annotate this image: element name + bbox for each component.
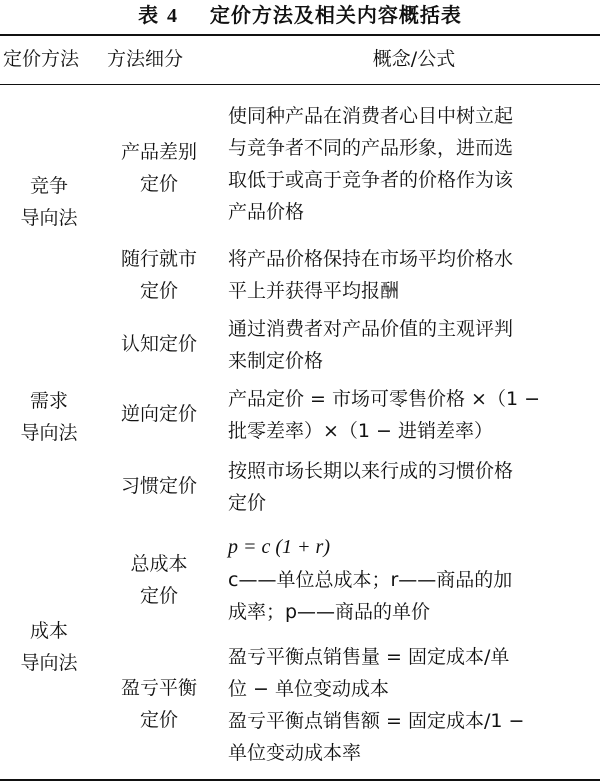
formula-total-cost: p = c (1 + r) bbox=[228, 536, 330, 558]
table-title bbox=[0, 0, 600, 34]
desc-total-cost: c——单位总成本；r——商品的加 成率；p——商品的单价 bbox=[228, 569, 513, 623]
desc-breakeven: 盈亏平衡点销售量 = 固定成本/单 位 − 单位变动成本 盈亏平衡点销售额 = 固定成本/1 − 单位变动成本率 bbox=[228, 646, 525, 764]
sub-habit: 习惯定价 bbox=[120, 475, 197, 497]
category-cost: 成本 导向法 bbox=[20, 620, 78, 674]
category-competition: 竞争 导向法 bbox=[20, 175, 78, 229]
desc-perceived: 通过消费者对产品价值的主观评判 来制定价格 bbox=[228, 318, 514, 372]
table-title-prefix: 表 bbox=[138, 3, 160, 27]
desc-market-follow: 将产品价格保持在市场平均价格水 平上并获得平均报酬 bbox=[228, 248, 514, 302]
sub-reverse: 逆向定价 bbox=[120, 403, 197, 425]
header-concept: 概念/公式 bbox=[372, 48, 456, 70]
sub-perceived: 认知定价 bbox=[120, 333, 197, 355]
desc-habit: 按照市场长期以来行成的习惯价格 定价 bbox=[228, 460, 514, 514]
header-rule bbox=[0, 84, 600, 85]
category-demand: 需求 导向法 bbox=[20, 390, 78, 444]
sub-breakeven: 盈亏平衡 定价 bbox=[120, 677, 197, 731]
sub-product-diff: 产品差别 定价 bbox=[120, 141, 197, 195]
bottom-rule bbox=[0, 779, 600, 781]
sub-market-follow: 随行就市 定价 bbox=[120, 248, 197, 302]
sub-total-cost: 总成本 定价 bbox=[130, 553, 188, 607]
table-number: 4 bbox=[167, 5, 179, 27]
desc-reverse: 产品定价 = 市场可零售价格 ×（1 − 批零差率）×（1 − 进销差率） bbox=[228, 388, 541, 442]
top-rule bbox=[0, 34, 600, 36]
desc-product-diff: 使同种产品在消费者心目中树立起 与竞争者不同的产品形象，进而选 取低于或高于竞争者的价格作为该 产品价格 bbox=[228, 105, 514, 223]
table-title-text: 定价方法及相关内容概括表 bbox=[209, 3, 462, 27]
header-sub: 方法细分 bbox=[107, 48, 184, 70]
header-method: 定价方法 bbox=[3, 48, 80, 70]
